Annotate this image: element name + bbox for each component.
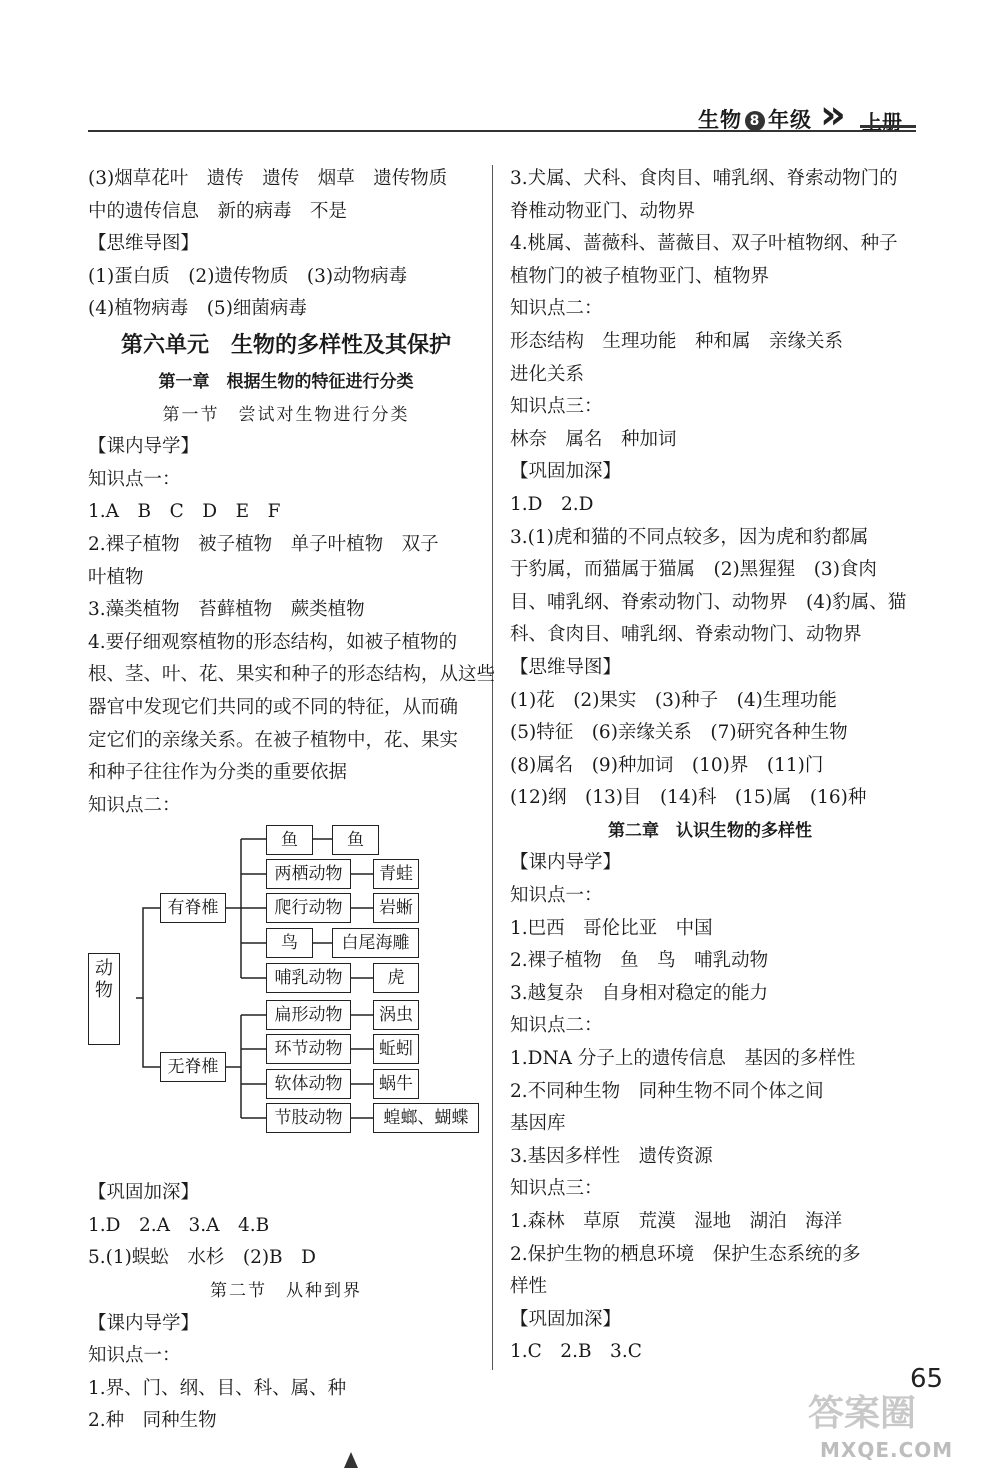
answer-line: 2.不同种生物 同种生物不同个体之间 (510, 1080, 824, 1102)
section-title: 第二节 从种到界 (210, 1281, 362, 1302)
answer-line: 1.巴西 哥伦比亚 中国 (510, 917, 713, 939)
answer-line: 1.界、门、纲、目、科、属、种 (88, 1377, 347, 1399)
answer-line: 3.犬属、犬科、食肉目、哺乳纲、脊索动物门的 (510, 168, 898, 189)
answer-line: 进化关系 (510, 363, 585, 385)
answer-line: 1.A B C D E F (88, 501, 281, 523)
answer-line: 形态结构 生理功能 种和属 亲缘关系 (510, 330, 844, 352)
tree-example-box: 鱼 (332, 825, 379, 855)
header-rule (88, 130, 916, 132)
unit-title: 第六单元 生物的多样性及其保护 (120, 332, 451, 358)
site-watermark-url: MXQE.COM (820, 1438, 954, 1462)
answer-line: 5.(1)蜈蚣 水杉 (2)B D (88, 1247, 316, 1269)
answer-line: 和种子往往作为分类的重要依据 (88, 762, 348, 784)
section-tag: 【课内导学】 (88, 1312, 200, 1334)
knowledge-point-label: 知识点一： (510, 885, 603, 907)
section-tag: 【巩固加深】 (510, 461, 622, 483)
tree-group-box: 两栖动物 (266, 859, 351, 889)
answer-line: 3.藻类植物 苔藓植物 蕨类植物 (88, 599, 365, 621)
tree-example-box: 白尾海雕 (332, 928, 419, 958)
tree-group-box: 哺乳动物 (266, 963, 351, 993)
grade-number-badge: 8 (745, 111, 765, 131)
header-rule-accent (860, 125, 916, 128)
chapter-title: 第二章 认识生物的多样性 (608, 820, 812, 841)
tree-example-box: 虎 (373, 963, 419, 993)
subject-label: 生物 (698, 108, 742, 132)
answer-line: (1)花 (2)果实 (3)种子 (4)生理功能 (510, 689, 837, 711)
answer-line: (8)属名 (9)种加词 (10)界 (11)门 (510, 754, 824, 776)
tree-example-box: 涡虫 (373, 1000, 419, 1030)
grade-label: 年级 (768, 108, 812, 132)
answer-line: 1.森林 草原 荒漠 湿地 湖泊 海洋 (510, 1211, 843, 1232)
answer-line: 3.越复杂 自身相对稳定的能力 (510, 982, 769, 1004)
answer-line: 2.裸子植物 被子植物 单子叶植物 双子 (88, 533, 439, 555)
answer-line: 根、茎、叶、花、果实和种子的形态结构，从这些 (88, 664, 496, 686)
tree-invertebrate-box: 无脊椎 (160, 1052, 226, 1082)
answer-line: 4.桃属、蔷薇科、蔷薇目、双子叶植物纲、种子 (510, 233, 898, 255)
tree-example-box: 岩蜥 (373, 893, 419, 923)
answer-line: 植物门的被子植物亚门、植物界 (510, 265, 770, 287)
section-title: 第一节 尝试对生物进行分类 (162, 404, 410, 425)
section-tag: 【课内导学】 (88, 436, 200, 458)
answer-line: 2.保护生物的栖息环境 保护生态系统的多 (510, 1243, 861, 1265)
tree-vertebrate-box: 有脊椎 (160, 893, 226, 923)
column-divider (492, 165, 493, 1370)
answer-line: 脊椎动物亚门、动物界 (510, 200, 696, 222)
tree-group-box: 节肢动物 (266, 1103, 351, 1133)
knowledge-point-label: 知识点一： (88, 1345, 181, 1367)
animal-classification-tree (88, 822, 484, 1177)
knowledge-point-label: 知识点一： (88, 468, 181, 490)
answer-line: (5)特征 (6)亲缘关系 (7)研究各种生物 (510, 722, 848, 744)
section-tag: 【思维导图】 (88, 233, 200, 255)
volume-label: 上册 (862, 110, 902, 134)
knowledge-point-label: 知识点三： (510, 396, 603, 418)
answer-line: (4)植物病毒 (5)细菌病毒 (88, 298, 307, 320)
answer-line: 中的遗传信息 新的病毒 不是 (88, 200, 348, 222)
answer-line: 定它们的亲缘关系。在被子植物中，花、果实 (88, 729, 459, 751)
answer-line: 基因库 (510, 1113, 566, 1135)
tree-group-box: 爬行动物 (266, 893, 351, 923)
chapter-title: 第一章 根据生物的特征进行分类 (158, 371, 414, 392)
answer-line: 科、食肉目、哺乳纲、脊索动物门、动物界 (510, 624, 862, 646)
tree-example-box: 蝗螂、蝴蝶 (373, 1103, 479, 1133)
answer-line: 叶植物 (88, 566, 144, 588)
page-header (0, 0, 1000, 140)
tree-group-box: 软体动物 (266, 1069, 351, 1099)
page-number: 65 (910, 1364, 944, 1394)
answer-line: 3.基因多样性 遗传资源 (510, 1145, 713, 1167)
answer-line: 样性 (510, 1276, 548, 1298)
answer-line: (3)烟草花叶 遗传 遗传 烟草 遗传物质 (88, 168, 448, 189)
knowledge-point-label: 知识点二： (510, 1015, 603, 1037)
left-column (88, 163, 496, 1438)
answer-line: 1.D 2.D (510, 493, 594, 515)
section-tag: 【巩固加深】 (510, 1308, 622, 1330)
section-tag: 【课内导学】 (510, 852, 622, 874)
tree-group-box: 扁形动物 (266, 1000, 351, 1030)
answer-line: (1)蛋白质 (2)遗传物质 (3)动物病毒 (88, 265, 408, 287)
answer-line: 3.(1)虎和猫的不同点较多，因为虎和豹都属 (510, 526, 869, 548)
answer-line: 林奈 属名 种加词 (510, 428, 677, 450)
answer-line: 器官中发现它们共同的或不同的特征，从而确 (88, 696, 459, 718)
answer-line: 1.C 2.B 3.C (510, 1341, 642, 1363)
answer-line: 2.种 同种生物 (88, 1410, 217, 1432)
double-chevron-icon: » (820, 92, 830, 138)
tree-example-box: 蜗牛 (373, 1069, 419, 1099)
tree-example-box: 蚯蚓 (373, 1034, 419, 1064)
answer-line: 1.DNA 分子上的遗传信息 基因的多样性 (510, 1048, 856, 1070)
section-tag: 【巩固加深】 (88, 1182, 200, 1204)
knowledge-point-label: 知识点二： (510, 298, 603, 320)
answer-line: (12)纲 (13)目 (14)科 (15)属 (16)种 (510, 787, 867, 809)
right-column (510, 163, 910, 1369)
tree-example-box: 青蛙 (373, 859, 419, 889)
tree-group-box: 鸟 (266, 928, 313, 958)
tree-root-label: 动物 (95, 958, 113, 1002)
knowledge-point-label: 知识点三： (510, 1178, 603, 1200)
tree-group-box: 鱼 (266, 825, 313, 855)
section-tag: 【思维导图】 (510, 656, 622, 678)
triangle-marker-icon (344, 1452, 358, 1468)
answer-line: 2.裸子植物 鱼 鸟 哺乳动物 (510, 950, 769, 972)
tree-root-box (88, 953, 120, 1045)
site-watermark: 答案圈 (808, 1393, 917, 1434)
answer-line: 于豹属，而猫属于猫属 (2)黑猩猩 (3)食肉 (510, 559, 877, 581)
answer-line: 目、哺乳纲、脊索动物门、动物界 (4)豹属、猫 (510, 591, 907, 613)
answer-line: 4.要仔细观察植物的形态结构，如被子植物的 (88, 631, 458, 653)
tree-group-box: 环节动物 (266, 1034, 351, 1064)
knowledge-point-label: 知识点二： (88, 794, 181, 816)
answer-line: 1.D 2.A 3.A 4.B (88, 1214, 270, 1236)
